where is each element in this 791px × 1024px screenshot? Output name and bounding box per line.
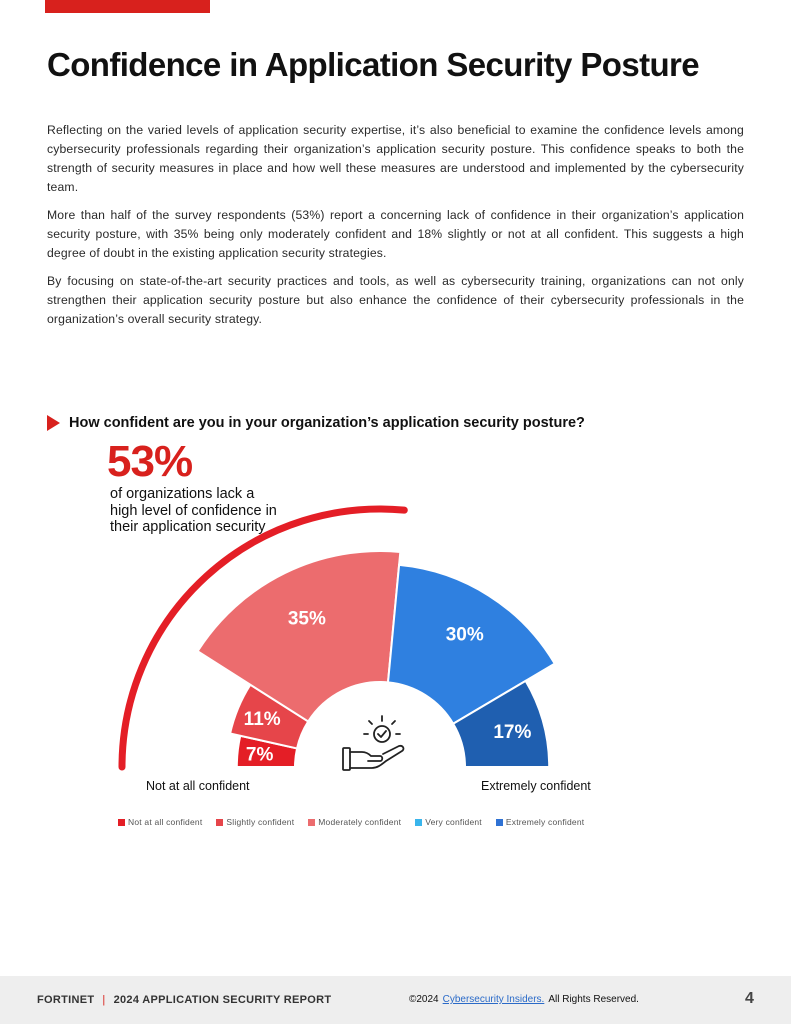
legend-label: Very confident xyxy=(425,817,482,827)
question-text: How confident are you in your organization’s application security posture? xyxy=(69,415,585,431)
legend-swatch xyxy=(496,819,503,826)
legend-label: Extremely confident xyxy=(505,817,585,827)
footer-copyright xyxy=(409,994,639,1005)
report-name: 2024 APPLICATION SECURITY REPORT xyxy=(113,994,332,1006)
legend-label: Moderately confident xyxy=(318,817,402,827)
rights-text: All Rights Reserved. xyxy=(548,994,639,1005)
legend-swatch xyxy=(118,819,125,826)
page-number: 4 xyxy=(745,990,754,1007)
legend-label: Not at all confident xyxy=(128,817,203,827)
highlight-text: of organizations lack a high level of confidence in their application security xyxy=(110,486,277,535)
paragraph: More than half of the survey respondents (53%) report a concerning lack of confidence in their organization’s application security posture, with 35% being only moderately confident and 18% slightly or not at all confident. This suggests a high degree of doubt in the existing application security strategies. xyxy=(47,208,744,260)
footer-brand xyxy=(37,994,331,1006)
paragraph: By focusing on state-of-the-art security practices and tools, as well as cybersecurity training, organizations can not only strengthen their application security posture but also enhance the confidence of their cybersecurity professionals in the organization’s overall security strategy. xyxy=(47,274,744,326)
legend-item xyxy=(415,817,482,827)
chart-legend xyxy=(118,817,584,827)
cybersecurity-insiders-link[interactable]: Cybersecurity Insiders. xyxy=(442,994,545,1005)
legend-item xyxy=(496,817,584,827)
page-footer xyxy=(0,976,791,1024)
brand-name: FORTINET xyxy=(37,994,95,1006)
legend-swatch xyxy=(415,819,422,826)
footer-separator: | xyxy=(102,994,106,1006)
hand-checkmark-icon xyxy=(343,716,403,770)
left-end-label: Not at all confident xyxy=(146,779,250,793)
legend-label: Slightly confident xyxy=(226,817,295,827)
slice-value-label: 17% xyxy=(493,721,532,743)
slice-value-label: 35% xyxy=(287,608,326,630)
gauge-slice xyxy=(198,551,401,721)
legend-item xyxy=(308,817,401,827)
legend-item xyxy=(118,817,202,827)
slice-value-label: 7% xyxy=(245,744,274,766)
legend-item xyxy=(216,817,294,827)
slice-value-label: 30% xyxy=(445,624,484,646)
highlight-percent: 53% xyxy=(107,437,193,486)
legend-swatch xyxy=(216,819,223,826)
slice-value-label: 11% xyxy=(243,709,281,731)
copyright-year: ©2024 xyxy=(409,994,439,1005)
page-title: Confidence in Application Security Posture xyxy=(47,46,700,83)
right-end-label: Extremely confident xyxy=(481,779,591,793)
legend-swatch xyxy=(308,819,315,826)
paragraph: Reflecting on the varied levels of application security expertise, it’s also beneficial to examine the confidence levels among cybersecurity professionals regarding their organization’s application security posture. This confidence speaks to both the strength of security measures in place and how well these measures are understood and implemented by the cybersecurity team. xyxy=(47,123,744,194)
